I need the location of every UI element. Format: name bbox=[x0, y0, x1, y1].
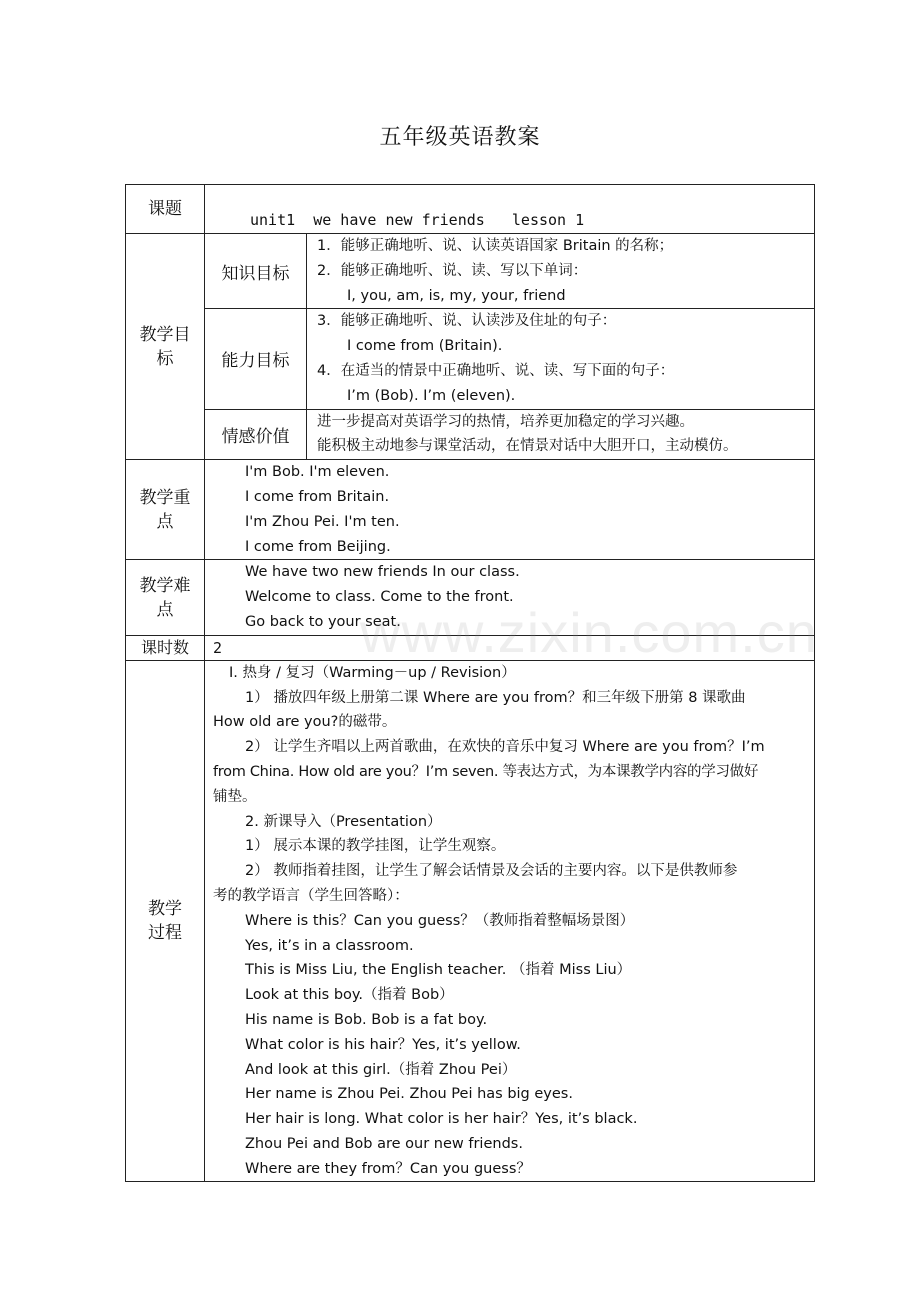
process-line: 考的教学语言（学生回答略）： bbox=[213, 887, 409, 904]
key-point-line: I come from Britain. bbox=[245, 488, 390, 505]
difficult-point-line: Welcome to class. Come to the front. bbox=[245, 589, 514, 606]
difficult-point-line: Go back to your seat. bbox=[245, 613, 401, 630]
ability-line: 4．在适当的情景中正确地听、说、读、写下面的句子： bbox=[317, 362, 675, 379]
objective-knowledge-row bbox=[126, 234, 815, 309]
periods-row bbox=[126, 635, 815, 660]
key-points-row bbox=[126, 460, 815, 560]
process-line: Her name is Zhou Pei. Zhou Pei has big eyes. bbox=[245, 1086, 573, 1103]
process-line: 1） 展示本课的教学挂图，让学生观察。 bbox=[245, 838, 506, 855]
emotion-line: 进一步提高对英语学习的热情，培养更加稳定的学习兴趣。 bbox=[317, 413, 694, 430]
emotion-line: 能积极主动地参与课堂活动，在情景对话中大胆开口，主动模仿。 bbox=[317, 438, 738, 455]
process-line: What color is his hair？Yes, it’s yellow. bbox=[245, 1036, 521, 1053]
ability-line: I come from (Britain). bbox=[347, 338, 503, 355]
process-line: Where are they from？Can you guess？ bbox=[245, 1160, 531, 1177]
topic-value: unit1 we have new friends lesson 1 bbox=[250, 211, 585, 229]
process-line: 2） 让学生齐唱以上两首歌曲，在欢快的音乐中复习 Where are you from？I’m bbox=[245, 739, 765, 756]
key-point-line: I come from Beijing. bbox=[245, 538, 391, 555]
process-label: 教学过程 bbox=[126, 660, 205, 1182]
key-points-label: 教学重点 bbox=[126, 460, 205, 560]
knowledge-line: 1．能够正确地听、说、认读英语国家 Britain 的名称； bbox=[317, 238, 674, 254]
periods-label: 课时数 bbox=[126, 635, 205, 660]
knowledge-line: 2．能够正确地听、说、读、写以下单词： bbox=[317, 262, 588, 279]
process-line: Yes, it’s in a classroom. bbox=[245, 937, 414, 954]
difficult-point-line: We have two new friends In our class. bbox=[245, 564, 520, 581]
knowledge-line: I, you, am, is, my, your, friend bbox=[347, 287, 566, 304]
process-line: 2） 教师指着挂图，让学生了解会话情景及会话的主要内容。以下是供教师参 bbox=[245, 863, 738, 880]
topic-label: 课题 bbox=[126, 185, 205, 234]
key-point-line: I'm Zhou Pei. I'm ten. bbox=[245, 513, 400, 530]
objective-ability-row bbox=[126, 309, 815, 409]
process-line: This is Miss Liu, the English teacher. （指着 Miss Liu） bbox=[245, 962, 632, 979]
process-line: Zhou Pei and Bob are our new friends. bbox=[245, 1135, 523, 1152]
periods-value: 2 bbox=[213, 638, 223, 657]
difficult-points-row bbox=[126, 560, 815, 635]
objective-emotion-row bbox=[126, 409, 815, 460]
page-title: 五年级英语教案 bbox=[379, 125, 541, 150]
topic-row bbox=[126, 185, 815, 234]
process-line: His name is Bob. Bob is a fat boy. bbox=[245, 1011, 488, 1028]
process-line: I. 热身 / 复习（Warming－up / Revision） bbox=[229, 664, 516, 681]
knowledge-label: 知识目标 bbox=[205, 234, 307, 309]
process-line: from China. How old are you？I’m seven. 等表达方式，为本课教学内容的学习做好 bbox=[213, 763, 759, 780]
lesson-plan-table bbox=[125, 184, 815, 1182]
ability-line: 3．能够正确地听、说、认读涉及住址的句子： bbox=[317, 313, 617, 330]
objectives-label: 教学目标 bbox=[126, 234, 205, 460]
process-line: Look at this boy.（指着 Bob） bbox=[245, 987, 454, 1004]
process-line: And look at this girl.（指着 Zhou Pei） bbox=[245, 1061, 517, 1078]
process-line: 2. 新课导入（Presentation） bbox=[245, 813, 442, 830]
process-row bbox=[126, 660, 815, 1182]
process-line: How old are you?的磁带。 bbox=[213, 714, 397, 731]
process-line: Where is this？Can you guess？（教师指着整幅场景图） bbox=[245, 912, 635, 929]
emotion-label: 情感价值 bbox=[205, 409, 307, 460]
ability-line: I’m (Bob). I’m (eleven). bbox=[347, 387, 516, 404]
process-line: 1） 播放四年级上册第二课 Where are you from？和三年级下册第 8 课歌曲 bbox=[245, 689, 746, 706]
difficult-points-label: 教学难点 bbox=[126, 560, 205, 635]
key-point-line: I'm Bob. I'm eleven. bbox=[245, 464, 390, 481]
watermark: www.zixin.com.cn bbox=[360, 601, 818, 664]
process-line: Her hair is long. What color is her hair？Yes, it’s black. bbox=[245, 1111, 638, 1128]
ability-label: 能力目标 bbox=[205, 309, 307, 409]
process-line: 铺垫。 bbox=[213, 788, 257, 805]
